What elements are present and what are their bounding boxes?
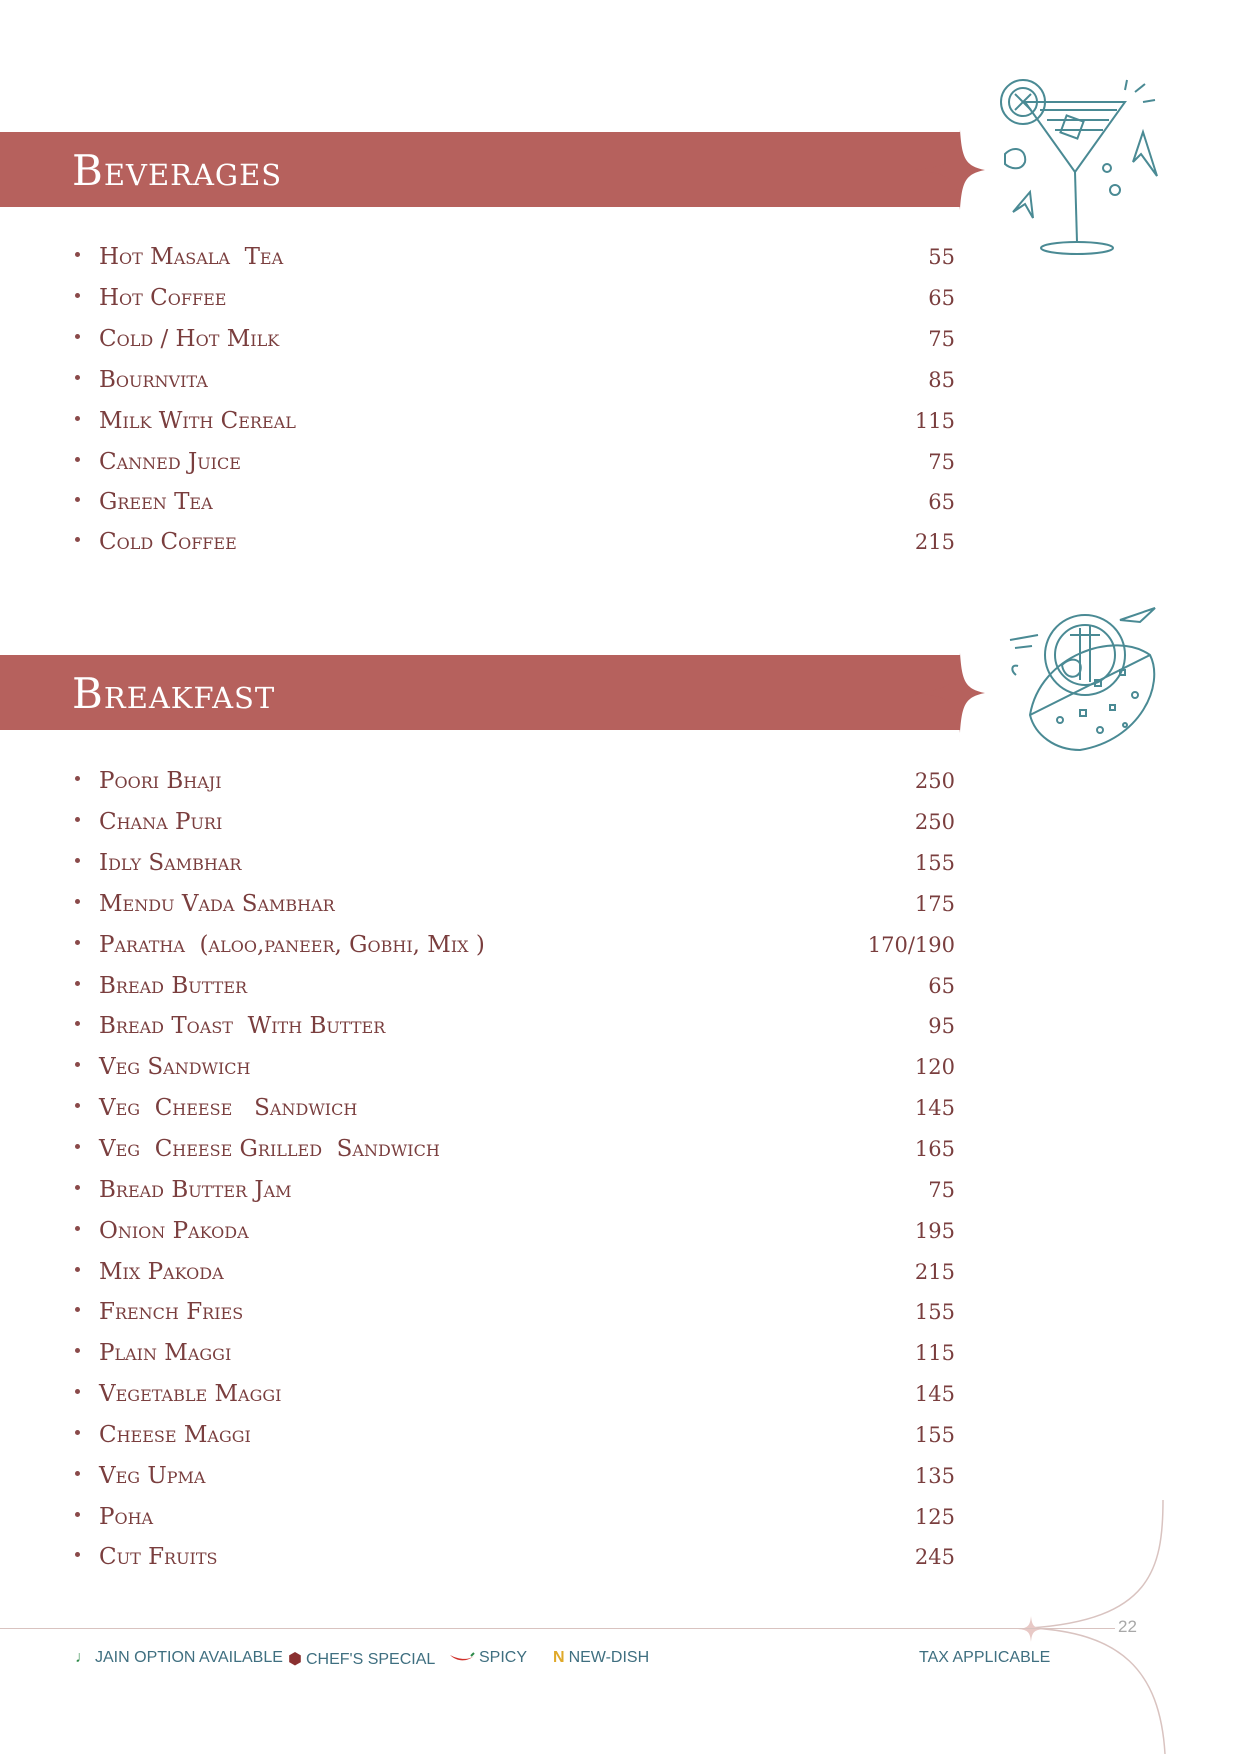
menu-item	[0, 1013, 960, 1043]
legend-spicy	[449, 1649, 527, 1667]
item-name: Idly Sambhar	[99, 850, 242, 876]
menu-item	[0, 1340, 960, 1370]
chef-hat-icon: ⬢	[288, 1651, 302, 1668]
item-price: 145	[914, 1382, 955, 1406]
item-name: Chana Puri	[99, 809, 223, 835]
menu-item	[0, 449, 960, 479]
item-price: 215	[914, 530, 955, 554]
item-price: 175	[914, 892, 955, 916]
bullet-icon	[75, 776, 80, 781]
sparkle-icon	[915, 653, 985, 733]
item-name: Milk With Cereal	[99, 408, 296, 434]
item-price: 65	[928, 974, 955, 998]
item-name: Cut Fruits	[99, 1544, 218, 1570]
item-price: 125	[914, 1505, 955, 1529]
item-name: Veg Cheese Grilled Sandwich	[99, 1136, 440, 1162]
bullet-icon	[75, 1512, 80, 1517]
legend-spicy-label: SPICY	[479, 1649, 528, 1666]
item-price: 155	[914, 1423, 955, 1447]
menu-item	[0, 1218, 960, 1248]
menu-item	[0, 244, 960, 274]
menu-item	[0, 285, 960, 315]
item-price: 135	[914, 1464, 955, 1488]
item-name: Bread Butter	[99, 973, 248, 999]
item-price: 145	[914, 1096, 955, 1120]
section-title-beverages: Beverages	[72, 146, 283, 195]
bullet-icon	[75, 457, 80, 462]
bullet-icon	[75, 1103, 80, 1108]
menu-item	[0, 973, 960, 1003]
legend-new	[553, 1649, 649, 1667]
item-name: Hot Masala Tea	[99, 244, 284, 270]
menu-item	[0, 326, 960, 356]
bullet-icon	[75, 1552, 80, 1557]
bullet-icon	[75, 293, 80, 298]
item-price: 65	[928, 490, 955, 514]
bullet-icon	[75, 817, 80, 822]
page-number: 22	[1118, 1617, 1137, 1636]
item-name: Green Tea	[99, 489, 213, 515]
item-price: 75	[928, 1178, 955, 1202]
bullet-icon	[75, 1267, 80, 1272]
item-price: 170/190	[867, 933, 955, 957]
bullet-icon	[75, 252, 80, 257]
item-price: 155	[914, 851, 955, 875]
legend-tax	[919, 1649, 1050, 1667]
paratha-plate-icon	[1000, 600, 1175, 760]
item-price: 115	[914, 409, 955, 433]
chili-icon	[449, 1652, 475, 1664]
item-price: 215	[914, 1260, 955, 1284]
bullet-icon	[75, 1307, 80, 1312]
bullet-icon	[75, 981, 80, 986]
legend-chef	[288, 1649, 435, 1669]
item-name: Veg Cheese Sandwich	[99, 1095, 358, 1121]
item-price: 165	[914, 1137, 955, 1161]
new-dish-icon: N	[553, 1649, 565, 1666]
section-title-breakfast: Breakfast	[72, 669, 276, 718]
item-price: 250	[914, 810, 955, 834]
item-name: Vegetable Maggi	[99, 1381, 282, 1407]
item-name: Paratha (aloo,paneer, Gobhi, Mix )	[99, 932, 485, 958]
item-price: 195	[914, 1219, 955, 1243]
bullet-icon	[75, 1226, 80, 1231]
bullet-icon	[75, 375, 80, 380]
item-name: Mendu Vada Sambhar	[99, 891, 335, 917]
bullet-icon	[75, 1348, 80, 1353]
bullet-icon	[75, 416, 80, 421]
menu-item	[0, 408, 960, 438]
item-name: Plain Maggi	[99, 1340, 232, 1366]
item-name: Cheese Maggi	[99, 1422, 251, 1448]
menu-item	[0, 768, 960, 798]
item-price: 55	[928, 245, 955, 269]
item-name: Bread Butter Jam	[99, 1177, 292, 1203]
bullet-icon	[75, 497, 80, 502]
bullet-icon	[75, 537, 80, 542]
menu-item	[0, 1299, 960, 1329]
menu-item	[0, 1259, 960, 1289]
bullet-icon	[75, 1471, 80, 1476]
item-price: 115	[914, 1341, 955, 1365]
breakfast-header-band	[0, 655, 960, 730]
item-price: 65	[928, 286, 955, 310]
bullet-icon	[75, 1185, 80, 1190]
menu-item	[0, 489, 960, 519]
legend-chef-label: CHEF'S SPECIAL	[305, 1651, 436, 1668]
menu-item	[0, 1095, 960, 1125]
item-price: 95	[928, 1014, 955, 1038]
item-name: Poori Bhaji	[99, 768, 222, 794]
menu-item	[0, 1177, 960, 1207]
item-name: Mix Pakoda	[99, 1259, 224, 1285]
menu-item	[0, 1381, 960, 1411]
item-name: Onion Pakoda	[99, 1218, 249, 1244]
item-name: Poha	[99, 1504, 154, 1530]
bullet-icon	[75, 899, 80, 904]
bullet-icon	[75, 940, 80, 945]
bullet-icon	[75, 858, 80, 863]
item-name: Cold / Hot Milk	[99, 326, 280, 352]
menu-item	[0, 367, 960, 397]
menu-item	[0, 1054, 960, 1084]
menu-item	[0, 850, 960, 880]
menu-item	[0, 1544, 960, 1574]
menu-item	[0, 1463, 960, 1493]
legend-tax-label: TAX APPLICABLE	[919, 1649, 1051, 1666]
menu-item	[0, 1422, 960, 1452]
item-name: Canned Juice	[99, 449, 241, 475]
bullet-icon	[75, 1144, 80, 1149]
jain-icon: ♩	[75, 1649, 91, 1666]
item-name: Veg Upma	[99, 1463, 206, 1489]
menu-item	[0, 809, 960, 839]
item-price: 75	[928, 327, 955, 351]
legend-jain	[75, 1649, 283, 1667]
bullet-icon	[75, 1062, 80, 1067]
beverages-header-band	[0, 132, 960, 207]
item-name: Veg Sandwich	[99, 1054, 251, 1080]
cocktail-glass-icon	[985, 72, 1165, 272]
item-name: Cold Coffee	[99, 529, 237, 555]
item-name: French Fries	[99, 1299, 244, 1325]
item-price: 155	[914, 1300, 955, 1324]
bullet-icon	[75, 1389, 80, 1394]
item-price: 75	[928, 450, 955, 474]
sparkle-icon	[915, 130, 985, 210]
item-price: 245	[914, 1545, 955, 1569]
menu-item	[0, 891, 960, 921]
item-price: 120	[914, 1055, 955, 1079]
item-price: 85	[928, 368, 955, 392]
menu-item	[0, 1504, 960, 1534]
legend-jain-label: JAIN OPTION AVAILABLE	[95, 1649, 283, 1666]
item-name: Bread Toast With Butter	[99, 1013, 386, 1039]
item-price: 250	[914, 769, 955, 793]
sparkle-small-icon	[1018, 1616, 1044, 1642]
bullet-icon	[75, 1021, 80, 1026]
menu-item	[0, 932, 960, 962]
bullet-icon	[75, 334, 80, 339]
menu-item	[0, 529, 960, 559]
item-name: Hot Coffee	[99, 285, 227, 311]
item-name: Bournvita	[99, 367, 208, 393]
footer-divider	[0, 1628, 1115, 1629]
bullet-icon	[75, 1430, 80, 1435]
legend-new-label: NEW-DISH	[568, 1649, 650, 1666]
menu-item	[0, 1136, 960, 1166]
